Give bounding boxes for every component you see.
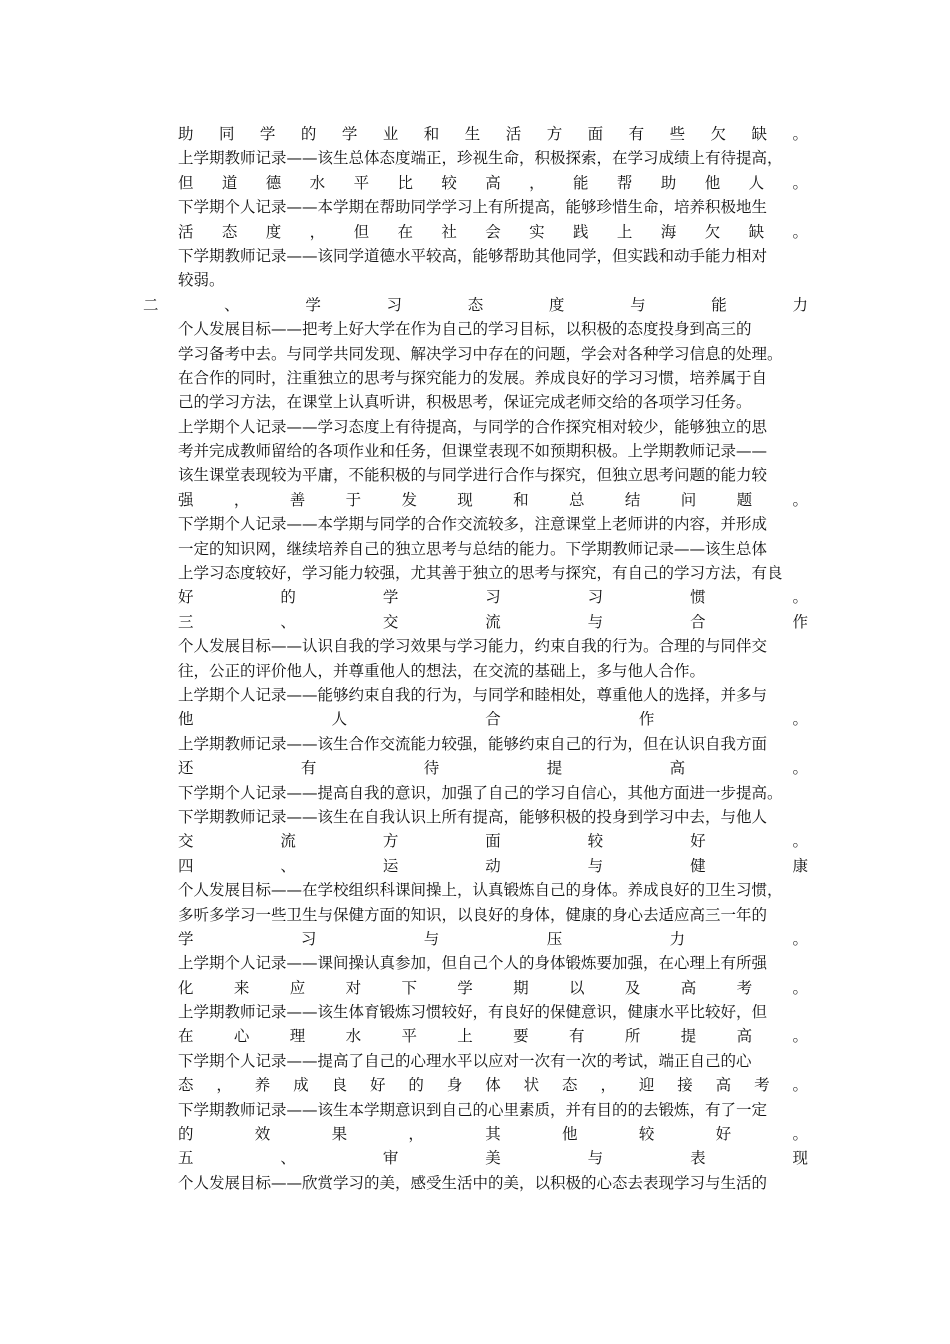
text-line: 上学期教师记录——该生合作交流能力较强，能够约束自己的行为，但在认识自我方面 [178, 734, 768, 753]
text-line: 上学期个人记录——课间操认真参加，但自己个人的身体锻炼要加强，在心理上有所强 [178, 954, 768, 973]
text-line: 考并完成教师留给的各项作业和任务，但课堂表现不如预期积极。上学期教师记录—— [178, 442, 768, 461]
text-line: 上学期个人记录——能够约束自我的行为，与同学和睦相处，尊重他人的选择，并多与 [178, 685, 768, 704]
text-line: 上学期教师记录——该生体育锻炼习惯较好，有良好的保健意识，健康水平比较好，但 [178, 1003, 768, 1022]
text-line: 助同学的学业和生活方面有些欠缺。 [178, 125, 808, 143]
text-line: 活态度，但在社会实践上海欠缺。 [178, 222, 808, 241]
text-line: 上学期教师记录——该生总体态度端正，珍视生命，积极探索，在学习成绩上有待提高， [178, 149, 783, 168]
text-line: 较弱。 [178, 271, 225, 290]
text-line: 在心理水平上要有所提高。 [178, 1027, 808, 1046]
text-line: 在合作的同时，注重独立的思考与探究能力的发展。养成良好的学习习惯，培养属于自 [178, 368, 768, 387]
text-line: 下学期个人记录——提高自我的意识，加强了自己的学习自信心，其他方面进一步提高。 [178, 783, 783, 802]
section-heading: 三、交流与合作 [178, 612, 808, 631]
text-line: 化来应对下学期以及高考。 [178, 978, 808, 997]
text-line: 学习与压力。 [178, 929, 808, 948]
document-body [143, 122, 808, 1195]
text-line: 还有待提高。 [178, 759, 808, 778]
text-line: 一定的知识网，继续培养自己的独立思考与总结的能力。下学期教师记录——该生总体 [178, 539, 768, 558]
text-line: 个人发展目标——把考上好大学在作为自己的学习目标，以积极的态度投身到高三的 [178, 320, 752, 339]
text-line: 下学期个人记录——提高了自己的心理水平以应对一次有一次的考试，端正自己的心 [178, 1051, 752, 1070]
text-line: 往，公正的评价他人，并尊重他人的想法，在交流的基础上，多与他人合作。 [178, 661, 706, 680]
text-line: 个人发展目标——欣赏学习的美，感受生活中的美，以积极的心态去表现学习与生活的 [178, 1173, 768, 1192]
section-heading: 四、运动与健康 [178, 856, 808, 875]
text-line: 强，善于发现和总结问题。 [178, 490, 808, 509]
text-line: 下学期教师记录——该生本学期意识到自己的心里素质，并有目的的去锻炼，有了一定 [178, 1100, 768, 1119]
text-line: 好的学习习惯。 [178, 588, 808, 607]
text-line: 个人发展目标——认识自我的学习效果与学习能力，约束自我的行为。合理的与同伴交 [178, 637, 768, 656]
text-line: 学习备考中去。与同学共同发现、解决学习中存在的问题，学会对各种学习信息的处理。 [178, 344, 783, 363]
text-line: 上学习态度较好，学习能力较强，尤其善于独立的思考与探究，有自己的学习方法，有良 [178, 564, 783, 583]
text-line: 交流方面较好。 [178, 832, 808, 851]
text-line: 多听多学习一些卫生与保健方面的知识，以良好的身体，健康的身心去适应高三一年的 [178, 905, 768, 924]
text-line: 下学期教师记录——该同学道德水平较高，能够帮助其他同学，但实践和动手能力相对 [178, 246, 768, 265]
text-line: 下学期教师记录——该生在自我认识上所有提高，能够积极的投身到学习中去，与他人 [178, 807, 768, 826]
section-heading: 二、学习态度与能力 [143, 295, 808, 314]
text-line: 下学期个人记录——本学期与同学的合作交流较多，注意课堂上老师讲的内容，并形成 [178, 515, 768, 534]
text-line: 该生课堂表现较为平庸，不能积极的与同学进行合作与探究，但独立思考问题的能力较 [178, 466, 768, 485]
section-heading: 五、审美与表现 [178, 1149, 808, 1168]
text-line: 己的学习方法，在课堂上认真听讲，积极思考，保证完成老师交给的各项学习任务。 [178, 393, 752, 412]
text-line: 的效果，其他较好。 [178, 1125, 808, 1144]
text-line: 态，养成良好的身体状态，迎接高考。 [178, 1076, 808, 1095]
text-line: 下学期个人记录——本学期在帮助同学学习上有所提高，能够珍惜生命，培养积极地生 [178, 198, 768, 217]
text-line: 他人合作。 [178, 710, 808, 729]
text-line: 上学期个人记录——学习态度上有待提高，与同学的合作探究相对较少，能够独立的思 [178, 417, 768, 436]
text-line: 个人发展目标——在学校组织科课间操上，认真锻炼自己的身体。养成良好的卫生习惯， [178, 881, 783, 900]
text-line: 但道德水平比较高，能帮助他人。 [178, 173, 808, 192]
